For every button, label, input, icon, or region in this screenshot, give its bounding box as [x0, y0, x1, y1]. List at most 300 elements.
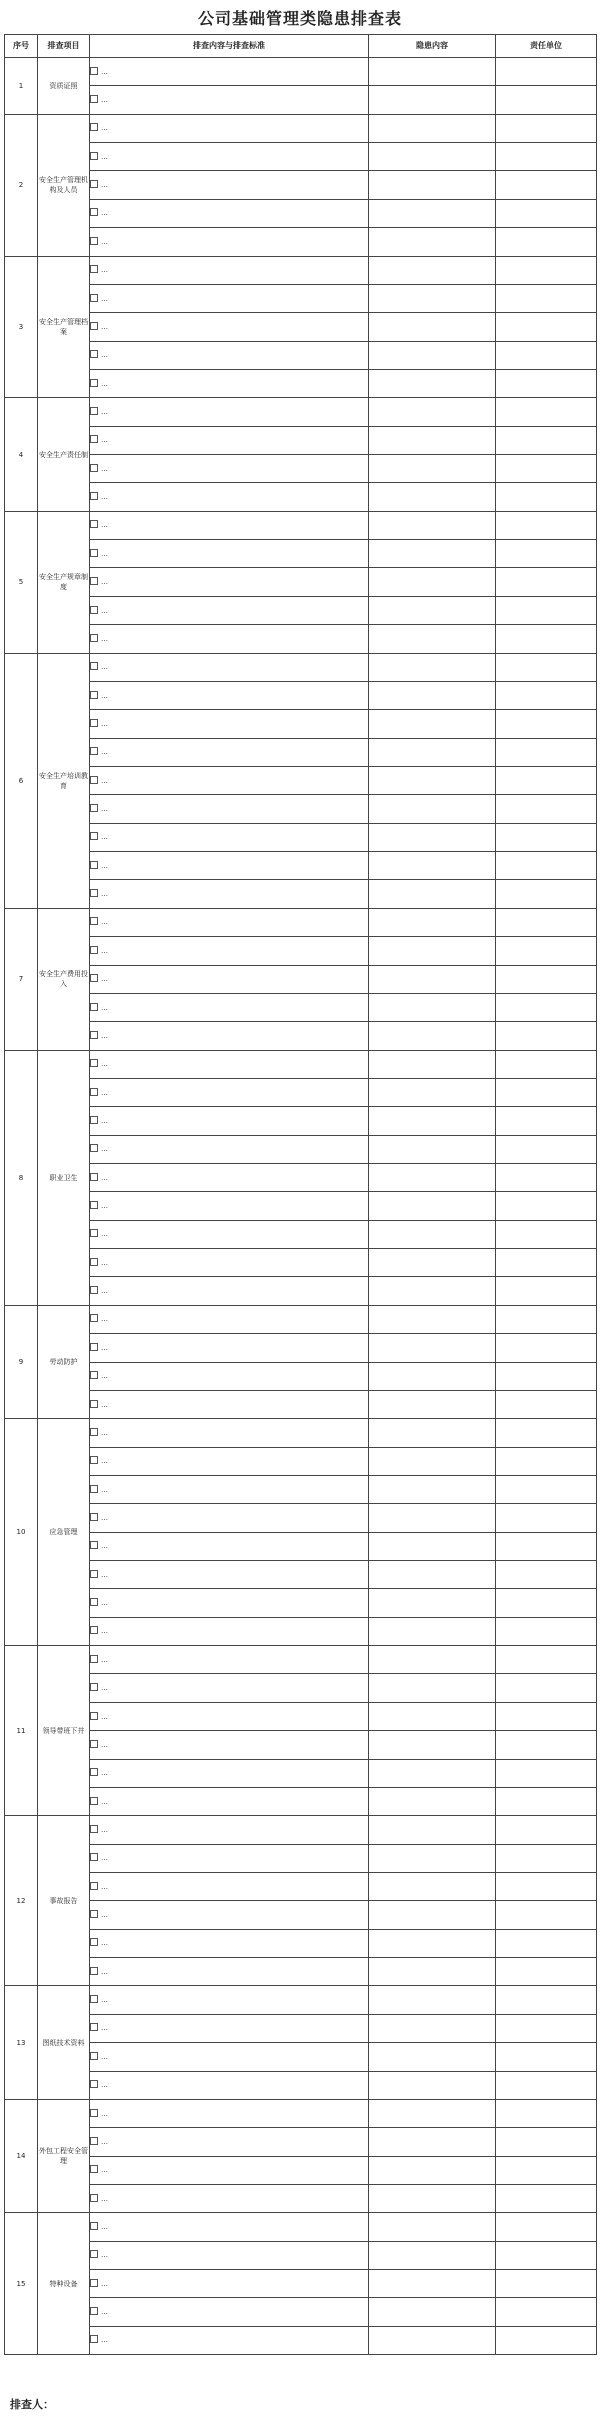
- responsible-unit-cell[interactable]: [496, 1334, 597, 1362]
- responsible-unit-cell[interactable]: [496, 341, 597, 369]
- responsible-unit-cell[interactable]: [496, 1646, 597, 1674]
- responsible-unit-cell[interactable]: [496, 993, 597, 1021]
- responsible-unit-cell[interactable]: [496, 1731, 597, 1759]
- checklist-item: [90, 1022, 369, 1050]
- responsible-unit-cell[interactable]: [496, 625, 597, 653]
- table-row: [5, 1731, 597, 1759]
- table-row: [5, 625, 597, 653]
- table-row: [5, 823, 597, 851]
- hazard-content-cell[interactable]: [369, 1447, 496, 1475]
- responsible-unit-cell[interactable]: [496, 1305, 597, 1333]
- hazard-content-cell[interactable]: [369, 313, 496, 341]
- responsible-unit-cell[interactable]: [496, 483, 597, 511]
- checkbox-icon[interactable]: [90, 2052, 98, 2060]
- hazard-content-cell[interactable]: [369, 58, 496, 86]
- checkbox-icon[interactable]: [90, 1428, 98, 1436]
- hazard-content-cell[interactable]: [369, 1050, 496, 1078]
- hazard-content-cell[interactable]: [369, 1504, 496, 1532]
- checkbox-icon[interactable]: [90, 577, 98, 585]
- checkbox-icon[interactable]: [90, 832, 98, 840]
- checklist-item-text: …: [101, 606, 108, 615]
- hazard-content-cell[interactable]: [369, 1475, 496, 1503]
- hazard-content-cell[interactable]: [369, 1249, 496, 1277]
- hazard-content-cell[interactable]: [369, 1986, 496, 2014]
- checkbox-icon[interactable]: [90, 2080, 98, 2088]
- hazard-content-cell[interactable]: [369, 1532, 496, 1560]
- checkbox-icon[interactable]: [90, 180, 98, 188]
- hazard-content-cell[interactable]: [369, 2071, 496, 2099]
- checkbox-icon[interactable]: [90, 861, 98, 869]
- checklist-item: [90, 2128, 369, 2156]
- checkbox-icon[interactable]: [90, 1853, 98, 1861]
- hazard-content-cell[interactable]: [369, 738, 496, 766]
- checkbox-icon[interactable]: [90, 294, 98, 302]
- hazard-content-cell[interactable]: [369, 1220, 496, 1248]
- responsible-unit-cell[interactable]: [496, 1844, 597, 1872]
- checklist-item-text: …: [101, 2222, 108, 2231]
- hazard-content-cell[interactable]: [369, 2270, 496, 2298]
- checkbox-icon[interactable]: [90, 1825, 98, 1833]
- hazard-content-cell[interactable]: [369, 114, 496, 142]
- checkbox-icon[interactable]: [90, 889, 98, 897]
- hazard-content-cell[interactable]: [369, 681, 496, 709]
- hazard-content-cell[interactable]: [369, 2014, 496, 2042]
- hazard-content-cell[interactable]: [369, 2099, 496, 2127]
- hazard-content-cell[interactable]: [369, 1873, 496, 1901]
- checkbox-icon[interactable]: [90, 1797, 98, 1805]
- hazard-content-cell[interactable]: [369, 2156, 496, 2184]
- checkbox-icon[interactable]: [90, 1286, 98, 1294]
- hazard-content-cell[interactable]: [369, 568, 496, 596]
- responsible-unit-cell[interactable]: [496, 455, 597, 483]
- checkbox-icon[interactable]: [90, 1967, 98, 1975]
- hazard-content-cell[interactable]: [369, 1702, 496, 1730]
- checklist-item-text: …: [101, 2279, 108, 2288]
- responsible-unit-cell[interactable]: [496, 1504, 597, 1532]
- responsible-unit-cell[interactable]: [496, 965, 597, 993]
- checkbox-icon[interactable]: [90, 492, 98, 500]
- hazard-content-cell[interactable]: [369, 710, 496, 738]
- responsible-unit-cell[interactable]: [496, 143, 597, 171]
- responsible-unit-cell[interactable]: [496, 1532, 597, 1560]
- hazard-content-cell[interactable]: [369, 143, 496, 171]
- responsible-unit-cell[interactable]: [496, 568, 597, 596]
- section-category: 领导带班下井: [38, 1646, 90, 1816]
- hazard-content-cell[interactable]: [369, 256, 496, 284]
- checklist-item: [90, 1646, 369, 1674]
- checkbox-icon[interactable]: [90, 2222, 98, 2230]
- hazard-content-cell[interactable]: [369, 369, 496, 397]
- responsible-unit-cell[interactable]: [496, 1419, 597, 1447]
- table-row: [5, 1646, 597, 1674]
- table-row: [5, 171, 597, 199]
- checklist-item-text: …: [101, 1173, 108, 1182]
- responsible-unit-cell[interactable]: [496, 852, 597, 880]
- table-row: [5, 681, 597, 709]
- checkbox-icon[interactable]: [90, 407, 98, 415]
- responsible-unit-cell[interactable]: [496, 880, 597, 908]
- hazard-content-cell[interactable]: [369, 965, 496, 993]
- responsible-unit-cell[interactable]: [496, 596, 597, 624]
- responsible-unit-cell[interactable]: [496, 199, 597, 227]
- hazard-content-cell[interactable]: [369, 1022, 496, 1050]
- responsible-unit-cell[interactable]: [496, 1561, 597, 1589]
- hazard-content-cell[interactable]: [369, 2128, 496, 2156]
- hazard-content-cell[interactable]: [369, 171, 496, 199]
- checkbox-icon[interactable]: [90, 95, 98, 103]
- checklist-item-text: …: [101, 748, 108, 757]
- table-row: [5, 1078, 597, 1106]
- responsible-unit-cell[interactable]: [496, 2270, 597, 2298]
- hazard-content-cell[interactable]: [369, 1731, 496, 1759]
- responsible-unit-cell[interactable]: [496, 1192, 597, 1220]
- checklist-item-text: …: [101, 1315, 108, 1324]
- responsible-unit-cell[interactable]: [496, 710, 597, 738]
- checkbox-icon[interactable]: [90, 2023, 98, 2031]
- checklist-item: [90, 2270, 369, 2298]
- table-row: [5, 1816, 597, 1844]
- checklist-item: [90, 766, 369, 794]
- checkbox-icon[interactable]: [90, 747, 98, 755]
- checkbox-icon[interactable]: [90, 1201, 98, 1209]
- responsible-unit-cell[interactable]: [496, 2241, 597, 2269]
- checkbox-icon[interactable]: [90, 1116, 98, 1124]
- responsible-unit-cell[interactable]: [496, 2213, 597, 2241]
- responsible-unit-cell[interactable]: [496, 738, 597, 766]
- hazard-content-cell[interactable]: [369, 540, 496, 568]
- checkbox-icon[interactable]: [90, 2137, 98, 2145]
- hazard-content-cell[interactable]: [369, 1107, 496, 1135]
- responsible-unit-cell[interactable]: [496, 2043, 597, 2071]
- hazard-content-cell[interactable]: [369, 1561, 496, 1589]
- responsible-unit-cell[interactable]: [496, 58, 597, 86]
- checkbox-icon[interactable]: [90, 1910, 98, 1918]
- hazard-content-cell[interactable]: [369, 1787, 496, 1815]
- responsible-unit-cell[interactable]: [496, 228, 597, 256]
- responsible-unit-cell[interactable]: [496, 1164, 597, 1192]
- checklist-item-text: …: [101, 493, 108, 502]
- responsible-unit-cell[interactable]: [496, 681, 597, 709]
- checklist-item-text: …: [101, 890, 108, 899]
- section-number: 3: [5, 256, 38, 398]
- responsible-unit-cell[interactable]: [496, 2099, 597, 2127]
- hazard-content-cell[interactable]: [369, 2043, 496, 2071]
- hazard-content-cell[interactable]: [369, 1362, 496, 1390]
- checkbox-icon[interactable]: [90, 379, 98, 387]
- checklist-item: [90, 1390, 369, 1418]
- responsible-unit-cell[interactable]: [496, 766, 597, 794]
- checkbox-icon[interactable]: [90, 1938, 98, 1946]
- checklist-item: [90, 2099, 369, 2127]
- checkbox-icon[interactable]: [90, 1683, 98, 1691]
- hazard-content-cell[interactable]: [369, 937, 496, 965]
- responsible-unit-cell[interactable]: [496, 2298, 597, 2326]
- hazard-content-cell[interactable]: [369, 284, 496, 312]
- table-row: [5, 965, 597, 993]
- responsible-unit-cell[interactable]: [496, 1873, 597, 1901]
- responsible-unit-cell[interactable]: [496, 540, 597, 568]
- checkbox-icon[interactable]: [90, 265, 98, 273]
- checkbox-icon[interactable]: [90, 1173, 98, 1181]
- responsible-unit-cell[interactable]: [496, 1986, 597, 2014]
- checkbox-icon[interactable]: [90, 974, 98, 982]
- responsible-unit-cell[interactable]: [496, 1475, 597, 1503]
- responsible-unit-cell[interactable]: [496, 1220, 597, 1248]
- checkbox-icon[interactable]: [90, 350, 98, 358]
- hazard-content-cell[interactable]: [369, 86, 496, 114]
- responsible-unit-cell[interactable]: [496, 1050, 597, 1078]
- checklist-item: [90, 1589, 369, 1617]
- hazard-content-cell[interactable]: [369, 1589, 496, 1617]
- checkbox-icon[interactable]: [90, 2250, 98, 2258]
- checkbox-icon[interactable]: [90, 1400, 98, 1408]
- hazard-content-cell[interactable]: [369, 852, 496, 880]
- checkbox-icon[interactable]: [90, 606, 98, 614]
- checkbox-icon[interactable]: [90, 549, 98, 557]
- checkbox-icon[interactable]: [90, 435, 98, 443]
- checkbox-icon[interactable]: [90, 1144, 98, 1152]
- checkbox-icon[interactable]: [90, 1485, 98, 1493]
- checkbox-icon[interactable]: [90, 1314, 98, 1322]
- checkbox-icon[interactable]: [90, 208, 98, 216]
- table-row: [5, 1504, 597, 1532]
- responsible-unit-cell[interactable]: [496, 114, 597, 142]
- checkbox-icon[interactable]: [90, 1343, 98, 1351]
- checklist-item-text: …: [101, 124, 108, 133]
- responsible-unit-cell[interactable]: [496, 398, 597, 426]
- checklist-item-text: …: [101, 1031, 108, 1040]
- checkbox-icon[interactable]: [90, 1740, 98, 1748]
- hazard-content-cell[interactable]: [369, 1958, 496, 1986]
- checkbox-icon[interactable]: [90, 1371, 98, 1379]
- responsible-unit-cell[interactable]: [496, 1249, 597, 1277]
- checklist-item-text: …: [101, 1996, 108, 2005]
- checkbox-icon[interactable]: [90, 1995, 98, 2003]
- responsible-unit-cell[interactable]: [496, 823, 597, 851]
- hazard-content-cell[interactable]: [369, 1277, 496, 1305]
- checkbox-icon[interactable]: [90, 634, 98, 642]
- checkbox-icon[interactable]: [90, 917, 98, 925]
- checkbox-icon[interactable]: [90, 1598, 98, 1606]
- responsible-unit-cell[interactable]: [496, 1958, 597, 1986]
- responsible-unit-cell[interactable]: [496, 653, 597, 681]
- table-row: [5, 114, 597, 142]
- checklist-item: [90, 1901, 369, 1929]
- responsible-unit-cell[interactable]: [496, 511, 597, 539]
- hazard-content-cell[interactable]: [369, 1759, 496, 1787]
- responsible-unit-cell[interactable]: [496, 1277, 597, 1305]
- hazard-content-cell[interactable]: [369, 795, 496, 823]
- hazard-content-cell[interactable]: [369, 1617, 496, 1645]
- responsible-unit-cell[interactable]: [496, 2184, 597, 2212]
- responsible-unit-cell[interactable]: [496, 2014, 597, 2042]
- checkbox-icon[interactable]: [90, 2194, 98, 2202]
- checkbox-icon[interactable]: [90, 1655, 98, 1663]
- checkbox-icon[interactable]: [90, 662, 98, 670]
- checklist-item-text: …: [101, 1882, 108, 1891]
- checkbox-icon[interactable]: [90, 322, 98, 330]
- responsible-unit-cell[interactable]: [496, 256, 597, 284]
- checkbox-icon[interactable]: [90, 237, 98, 245]
- checkbox-icon[interactable]: [90, 946, 98, 954]
- checkbox-icon[interactable]: [90, 804, 98, 812]
- hazard-content-cell[interactable]: [369, 1646, 496, 1674]
- checkbox-icon[interactable]: [90, 1003, 98, 1011]
- hazard-content-cell[interactable]: [369, 1901, 496, 1929]
- responsible-unit-cell[interactable]: [496, 1107, 597, 1135]
- responsible-unit-cell[interactable]: [496, 1078, 597, 1106]
- responsible-unit-cell[interactable]: [496, 284, 597, 312]
- checkbox-icon[interactable]: [90, 2165, 98, 2173]
- responsible-unit-cell[interactable]: [496, 1816, 597, 1844]
- hazard-content-cell[interactable]: [369, 455, 496, 483]
- checklist-item: [90, 823, 369, 851]
- responsible-unit-cell[interactable]: [496, 1759, 597, 1787]
- checkbox-icon[interactable]: [90, 67, 98, 75]
- hazard-content-cell[interactable]: [369, 1164, 496, 1192]
- hazard-content-cell[interactable]: [369, 1390, 496, 1418]
- responsible-unit-cell[interactable]: [496, 1702, 597, 1730]
- responsible-unit-cell[interactable]: [496, 795, 597, 823]
- hazard-content-cell[interactable]: [369, 511, 496, 539]
- responsible-unit-cell[interactable]: [496, 2326, 597, 2354]
- checklist-item: [90, 2326, 369, 2354]
- checklist-item-text: …: [101, 776, 108, 785]
- checkbox-icon[interactable]: [90, 1882, 98, 1890]
- hazard-content-cell[interactable]: [369, 1929, 496, 1957]
- hazard-content-cell[interactable]: [369, 766, 496, 794]
- hazard-content-cell[interactable]: [369, 398, 496, 426]
- checkbox-icon[interactable]: [90, 1541, 98, 1549]
- hazard-content-cell[interactable]: [369, 993, 496, 1021]
- table-row: [5, 1589, 597, 1617]
- responsible-unit-cell[interactable]: [496, 369, 597, 397]
- hazard-content-cell[interactable]: [369, 1334, 496, 1362]
- table-row: [5, 1929, 597, 1957]
- checkbox-icon[interactable]: [90, 1059, 98, 1067]
- table-row: [5, 398, 597, 426]
- table-row: [5, 1192, 597, 1220]
- checkbox-icon[interactable]: [90, 691, 98, 699]
- responsible-unit-cell[interactable]: [496, 313, 597, 341]
- hazard-content-cell[interactable]: [369, 625, 496, 653]
- checklist-item: [90, 483, 369, 511]
- responsible-unit-cell[interactable]: [496, 1901, 597, 1929]
- checkbox-icon[interactable]: [90, 2307, 98, 2315]
- hazard-content-cell[interactable]: [369, 483, 496, 511]
- checkbox-icon[interactable]: [90, 2109, 98, 2117]
- responsible-unit-cell[interactable]: [496, 171, 597, 199]
- checkbox-icon[interactable]: [90, 2335, 98, 2343]
- hazard-content-cell[interactable]: [369, 1674, 496, 1702]
- hazard-content-cell[interactable]: [369, 908, 496, 936]
- responsible-unit-cell[interactable]: [496, 1362, 597, 1390]
- responsible-unit-cell[interactable]: [496, 2071, 597, 2099]
- checklist-item: [90, 1334, 369, 1362]
- checkbox-icon[interactable]: [90, 1031, 98, 1039]
- checklist-item: [90, 2071, 369, 2099]
- checklist-item-text: …: [101, 436, 108, 445]
- checkbox-icon[interactable]: [90, 1229, 98, 1237]
- checkbox-icon[interactable]: [90, 2279, 98, 2287]
- responsible-unit-cell[interactable]: [496, 937, 597, 965]
- responsible-unit-cell[interactable]: [496, 1390, 597, 1418]
- checkbox-icon[interactable]: [90, 1088, 98, 1096]
- checkbox-icon[interactable]: [90, 776, 98, 784]
- table-row: [5, 2156, 597, 2184]
- table-row: [5, 228, 597, 256]
- responsible-unit-cell[interactable]: [496, 1589, 597, 1617]
- header-content: 排查内容与排查标准: [90, 35, 369, 58]
- responsible-unit-cell[interactable]: [496, 1929, 597, 1957]
- hazard-content-cell[interactable]: [369, 823, 496, 851]
- responsible-unit-cell[interactable]: [496, 1447, 597, 1475]
- responsible-unit-cell[interactable]: [496, 2156, 597, 2184]
- table-row: [5, 1107, 597, 1135]
- hazard-content-cell[interactable]: [369, 199, 496, 227]
- hazard-content-cell[interactable]: [369, 1078, 496, 1106]
- checkbox-icon[interactable]: [90, 1258, 98, 1266]
- checkbox-icon[interactable]: [90, 1570, 98, 1578]
- responsible-unit-cell[interactable]: [496, 1135, 597, 1163]
- table-row: [5, 1702, 597, 1730]
- hazard-content-cell[interactable]: [369, 1419, 496, 1447]
- checkbox-icon[interactable]: [90, 1712, 98, 1720]
- responsible-unit-cell[interactable]: [496, 1674, 597, 1702]
- checklist-item: [90, 1504, 369, 1532]
- hazard-content-cell[interactable]: [369, 2213, 496, 2241]
- checkbox-icon[interactable]: [90, 123, 98, 131]
- checklist-item-text: …: [101, 1400, 108, 1409]
- table-row: [5, 483, 597, 511]
- hazard-content-cell[interactable]: [369, 2241, 496, 2269]
- hazard-content-cell[interactable]: [369, 880, 496, 908]
- checkbox-icon[interactable]: [90, 1626, 98, 1634]
- hazard-content-cell[interactable]: [369, 2298, 496, 2326]
- checklist-item: [90, 1107, 369, 1135]
- hazard-content-cell[interactable]: [369, 341, 496, 369]
- hazard-content-cell[interactable]: [369, 1135, 496, 1163]
- hazard-content-cell[interactable]: [369, 228, 496, 256]
- table-row: [5, 1135, 597, 1163]
- hazard-content-cell[interactable]: [369, 1192, 496, 1220]
- table-row: [5, 937, 597, 965]
- checkbox-icon[interactable]: [90, 1513, 98, 1521]
- responsible-unit-cell[interactable]: [496, 1787, 597, 1815]
- responsible-unit-cell[interactable]: [496, 2128, 597, 2156]
- checkbox-icon[interactable]: [90, 520, 98, 528]
- responsible-unit-cell[interactable]: [496, 426, 597, 454]
- responsible-unit-cell[interactable]: [496, 908, 597, 936]
- responsible-unit-cell[interactable]: [496, 1022, 597, 1050]
- hazard-content-cell[interactable]: [369, 596, 496, 624]
- hazard-content-cell[interactable]: [369, 1305, 496, 1333]
- checkbox-icon[interactable]: [90, 1456, 98, 1464]
- responsible-unit-cell[interactable]: [496, 86, 597, 114]
- responsible-unit-cell[interactable]: [496, 1617, 597, 1645]
- hazard-content-cell[interactable]: [369, 653, 496, 681]
- table-row: [5, 1220, 597, 1248]
- hazard-content-cell[interactable]: [369, 2326, 496, 2354]
- hazard-content-cell[interactable]: [369, 1816, 496, 1844]
- hazard-content-cell[interactable]: [369, 1844, 496, 1872]
- checkbox-icon[interactable]: [90, 464, 98, 472]
- checkbox-icon[interactable]: [90, 719, 98, 727]
- checkbox-icon[interactable]: [90, 152, 98, 160]
- checkbox-icon[interactable]: [90, 1768, 98, 1776]
- hazard-content-cell[interactable]: [369, 2184, 496, 2212]
- hazard-content-cell[interactable]: [369, 426, 496, 454]
